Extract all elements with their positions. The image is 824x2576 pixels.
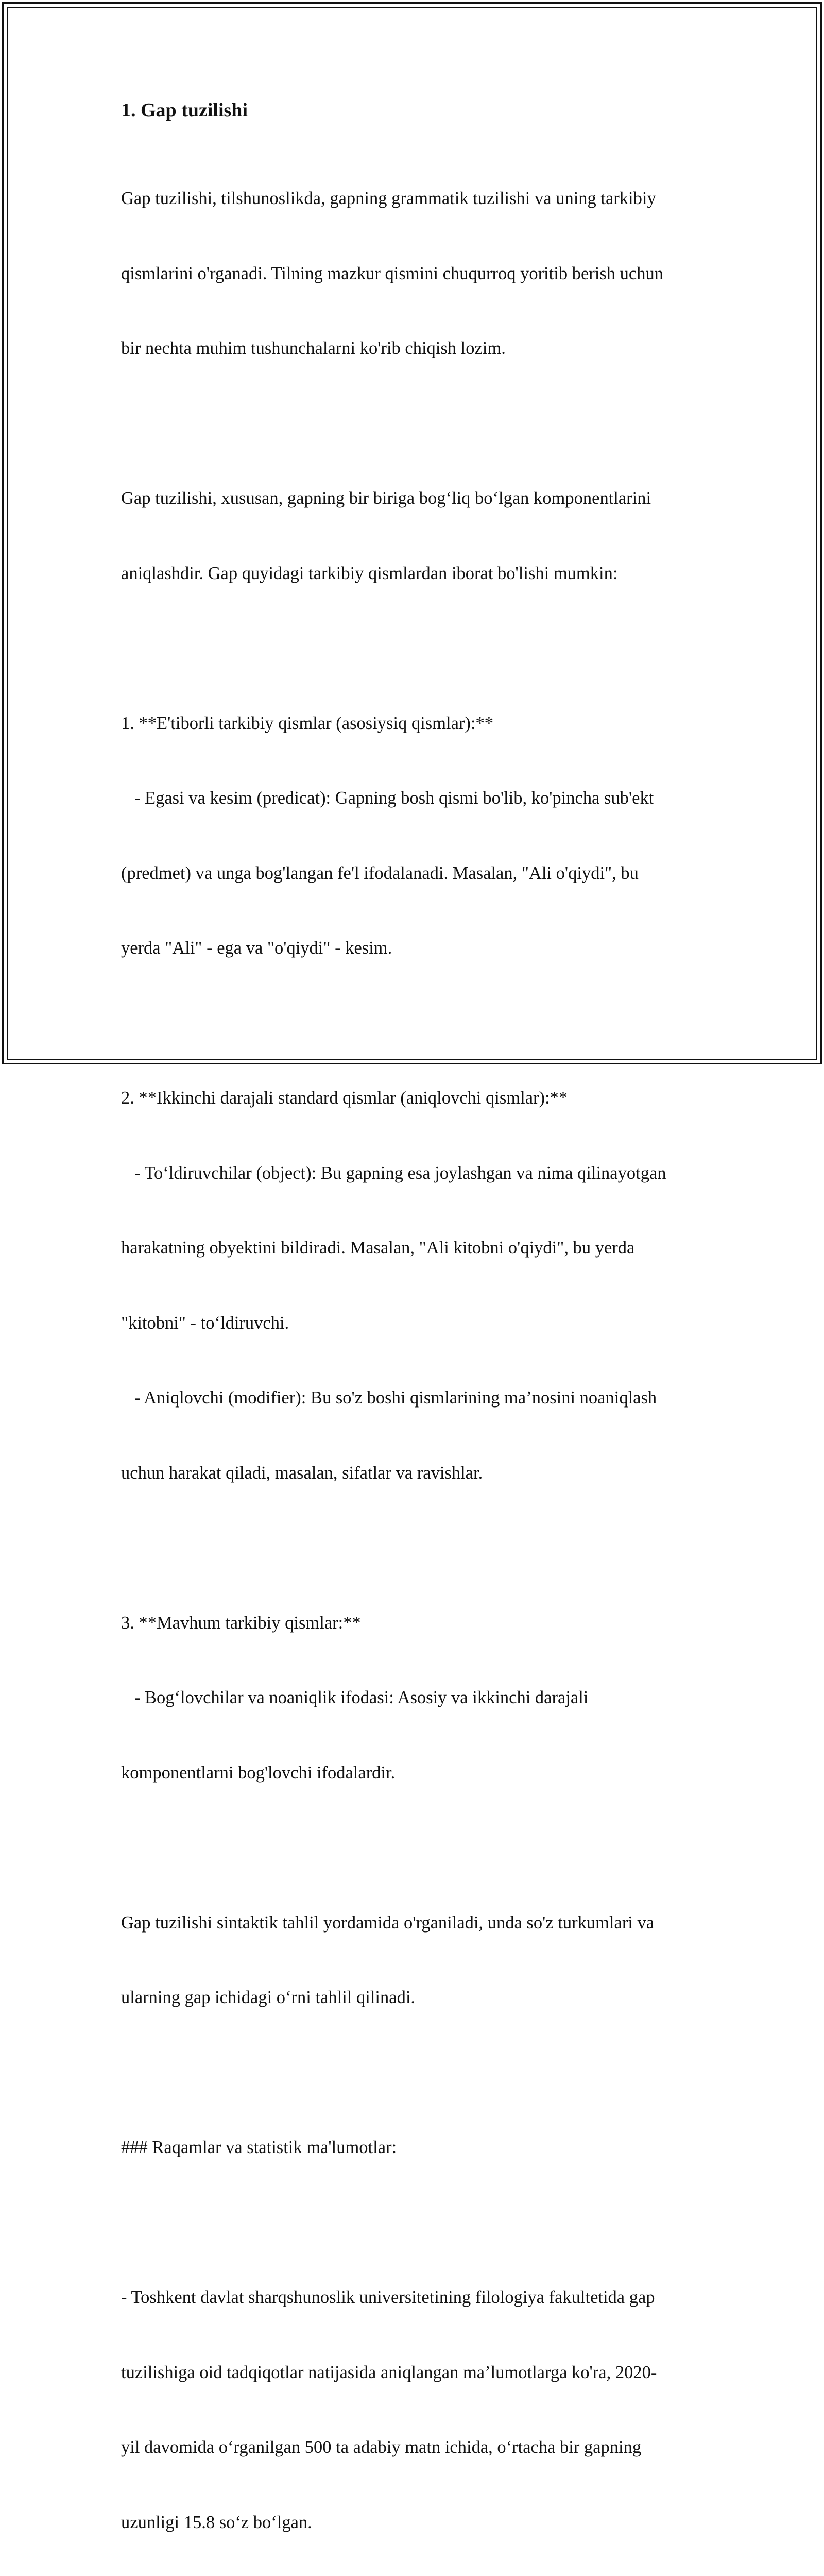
list-item-abstract-parts [121, 1561, 708, 1836]
text-line: ### Raqamlar va statistik ma'lumotlar: [121, 2138, 397, 2157]
paragraph-statistics [121, 2235, 708, 2576]
text-line: 3. **Mavhum tarkibiy qismlar:** [121, 1613, 361, 1633]
paragraph-syntax [121, 1860, 708, 2060]
text-line: "kitobni" - to‘ldiruvchi. [121, 1313, 289, 1333]
text-line: Gap tuzilishi sintaktik tahlil yordamida o'rganiladi, unda so'z turkumlari va [121, 1912, 655, 1933]
paragraph-intro [121, 136, 708, 411]
section-heading: 1. Gap tuzilishi [121, 99, 248, 121]
text-line: - Aniqlovchi (modifier): Bu so'z boshi qismlarining ma’nosini noaniqlash [121, 1388, 657, 1408]
text-line: - Bog‘lovchilar va noaniqlik ifodasi: Asosiy va ikkinchi darajali [121, 1688, 589, 1707]
text-line: yerda "Ali" - ega va "o'qiydi" - kesim. [121, 938, 392, 958]
text-line: uzunligi 15.8 so‘z bo‘lgan. [121, 2512, 312, 2532]
text-line: yil davomida o‘rganilgan 500 ta adabiy matn ichida, o‘rtacha bir gapning [121, 2437, 642, 2457]
list-item-main-parts [121, 661, 708, 1011]
text-line: aniqlashdir. Gap quyidagi tarkibiy qismlardan iborat bo'lishi mumkin: [121, 563, 618, 583]
text-line: (predmet) va unga bog'langan fe'l ifodalanadi. Masalan, "Ali o'qiydi", bu [121, 863, 639, 883]
text-line: - Toshkent davlat sharqshunoslik universitetining filologiya fakultetida gap [121, 2287, 655, 2307]
text-line: qismlarini o'rganadi. Tilning mazkur qismini chuqurroq yoritib berish uchun [121, 263, 663, 283]
text-line: Gap tuzilishi, tilshunoslikda, gapning grammatik tuzilishi va uning tarkibiy [121, 189, 656, 208]
text-line: uchun harakat qiladi, masalan, sifatlar va ravishlar. [121, 1463, 483, 1483]
text-line: 1. **E'tiborli tarkibiy qismlar (asosiysiq qismlar):** [121, 713, 493, 733]
list-item-secondary-parts [121, 1036, 708, 1535]
text-line: 2. **Ikkinchi darajali standard qismlar (aniqlovchi qismlar):** [121, 1088, 568, 1108]
paragraph-components [121, 436, 708, 636]
text-line: - To‘ldiruvchilar (object): Bu gapning esa joylashgan va nima qilinayotgan [121, 1163, 666, 1183]
text-line: bir nechta muhim tushunchalarni ko'rib chiqish lozim. [121, 338, 506, 358]
text-line: harakatning obyektini bildiradi. Masalan, "Ali kitobni o'qiydi", bu yerda [121, 1238, 635, 1258]
text-line: Gap tuzilishi, xususan, gapning bir biriga bog‘liq bo‘lgan komponentlarini [121, 488, 651, 508]
text-line: komponentlarni bog'lovchi ifodalardir. [121, 1762, 396, 1783]
document-body [121, 98, 708, 2576]
text-line: tuzilishiga oid tadqiqotlar natijasida aniqlangan ma’lumotlarga ko'ra, 2020- [121, 2362, 657, 2382]
text-line: ularning gap ichidagi o‘rni tahlil qilinadi. [121, 1988, 416, 2007]
text-line: - Egasi va kesim (predicat): Gapning bosh qismi bo'lib, ko'pincha sub'ekt [121, 788, 654, 808]
subheading-statistics [121, 2085, 708, 2210]
